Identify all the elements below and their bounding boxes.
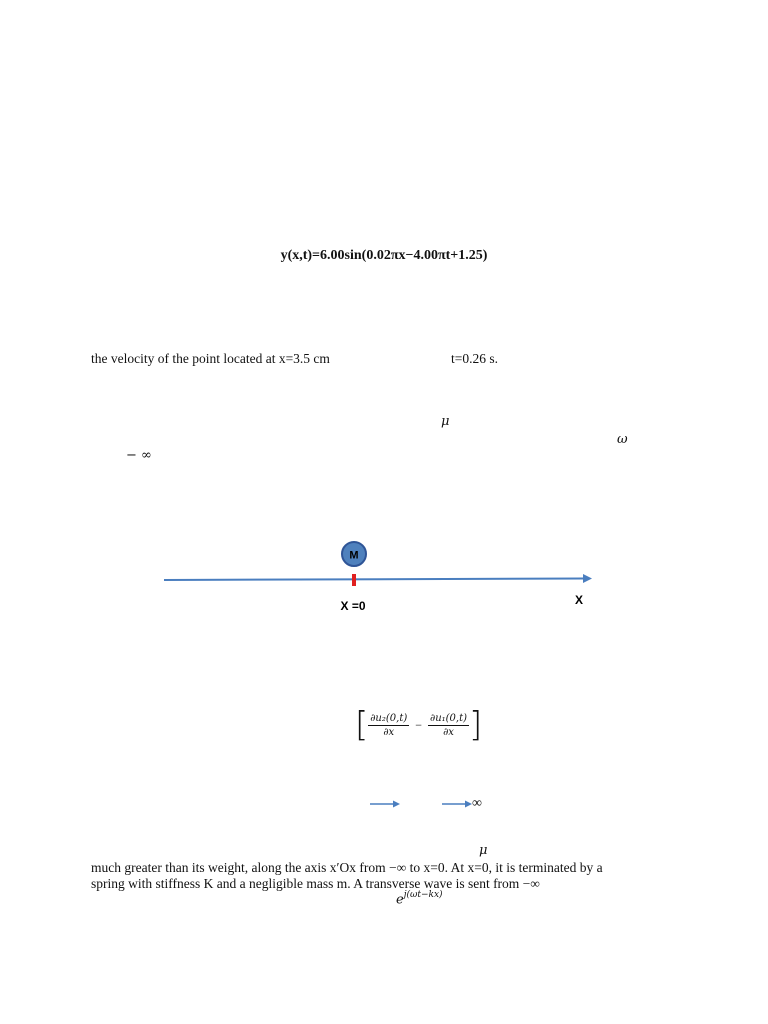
boundary-condition-expression <box>355 705 483 745</box>
paragraph-line-2: spring with stiffness K and a negligible mass m. A transverse wave is sent from −∞ <box>91 876 540 891</box>
x-axis-arrowhead <box>583 574 592 583</box>
arrow-icon <box>440 797 474 811</box>
fraction-du2-denominator: ∂x <box>383 726 395 738</box>
wave-expression <box>396 890 443 908</box>
axis-x-label: X <box>574 593 584 607</box>
omega-symbol: ω <box>617 432 628 447</box>
fraction-du2-numerator: ∂u₂(0,t) <box>370 712 408 724</box>
fraction-du1-numerator: ∂u₁(0,t) <box>430 712 468 724</box>
minus-operator: − <box>415 717 423 732</box>
origin-marker <box>352 574 356 586</box>
arrow-icon <box>368 797 402 811</box>
fraction-du1 <box>428 713 469 738</box>
wave-expression-exponent: j(ωt−kx) <box>403 890 443 900</box>
mu-symbol: μ <box>441 414 450 429</box>
paragraph-line-1: much greater than its weight, along the axis x′Ox from −∞ to x=0. At x=0, it is terminated by a <box>91 860 603 875</box>
mass-label: M <box>349 549 359 562</box>
wave-equation: y(x,t)=6.00sin(0.02πx−4.00πt+1.25) <box>280 248 488 263</box>
right-bracket: ] <box>469 705 483 745</box>
string-diagram <box>0 530 768 620</box>
infinity-symbol: ∞ <box>472 796 482 811</box>
fraction-du2 <box>368 713 409 738</box>
wave-expression-base: e <box>396 892 404 908</box>
fraction-du1-denominator: ∂x <box>443 726 454 738</box>
mu-symbol-2: μ <box>479 843 488 858</box>
left-bracket: [ <box>355 705 369 745</box>
minus-infinity-symbol: − ∞ <box>126 448 152 463</box>
time-value-text: t=0.26 s. <box>451 351 498 366</box>
origin-label: X =0 <box>340 599 366 613</box>
x-axis-line <box>164 579 584 581</box>
velocity-question-text: the velocity of the point located at x=3.5 cm <box>91 351 330 366</box>
